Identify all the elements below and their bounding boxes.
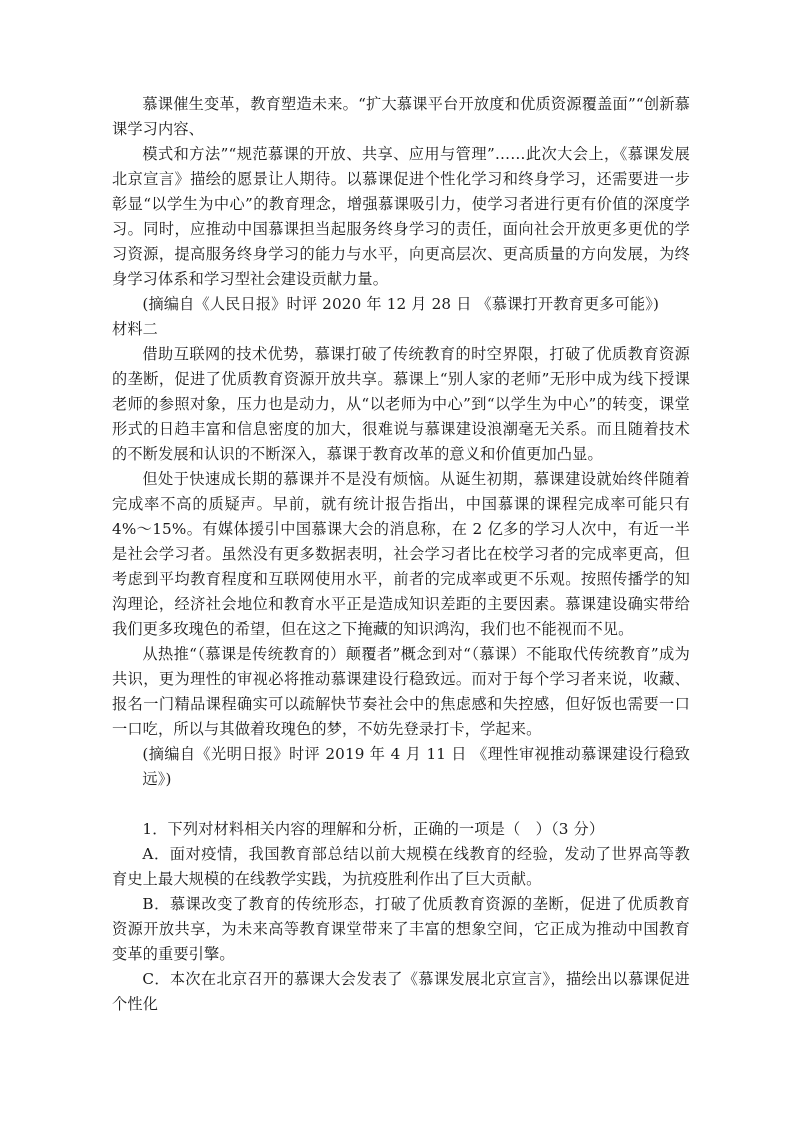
material-one-paragraph-2: 模式和方法”“规范慕课的开放、共享、应用与管理”……此次大会上，《慕课发展北京宣言》描绘的愿景让人期待。以慕课促进个性化学习和终身学习，还需要进一步彰显“以学生为中心”的教育理念，增强慕课吸引力，使学习者进行更有价值的深度学习。同时，应推动中国慕课担当起服务终身学习的责任，面向社会开放更多更优的学习资源，提高服务终身学习的能力与水平，向更高层次、更高质量的方向发展，为终身学习体系和学习型社会建设贡献力量。	[112, 145, 690, 288]
material-two-paragraph-1: 借助互联网的技术优势，慕课打破了传统教育的时空界限，打破了优质教育资源的垄断，促进了优质教育资源开放共享。慕课上“别人家的老师”无形中成为线下授课老师的参照对象，压力也是动力，从“以老师为中心”到“以学生为中心”的转变，课堂形式的日趋丰富和信息密度的加大，很难说与慕课建设浪潮毫无关系。而且随着技术的不断发展和认识的不断深入，慕课于教育改革的意义和价值更加凸显。	[112, 345, 690, 463]
section-spacer	[112, 792, 690, 817]
question-1-option-c: C．本次在北京召开的慕课大会发表了《慕课发展北京宣言》，描绘出以慕课促进个性化	[112, 970, 690, 1013]
material-one-source: (摘编自《人民日报》时评 2020 年 12 月 28 日 《慕课打开教育更多可能》)	[142, 295, 660, 313]
material-two-label: 材料二	[112, 320, 159, 338]
material-two-paragraph-2: 但处于快速成长期的慕课并不是没有烦恼。从诞生初期，慕课建设就始终伴随着完成率不高的质疑声。早前，就有统计报告指出，中国慕课的课程完成率可能只有 4%～15%。有媒体援引中国慕课大会的消息称，在 2 亿多的学习人次中，有近一半是社会学习者。虽然没有更多数据表明，社会学习者比在校学习者的完成率更高，但考虑到平均教育程度和互联网使用水平，前者的完成率或更不乐观。按照传播学的知沟理论，经济社会地位和教育水平正是造成知识差距的主要因素。慕课建设确实带给我们更多玫瑰色的希望，但在这之下掩藏的知识鸿沟，我们也不能视而不见。	[112, 470, 690, 638]
question-1-option-a: A．面对疫情，我国教育部总结以前大规模在线教育的经验，发动了世界高等教育史上最大规模的在线教学实践，为抗疫胜利作出了巨大贡献。	[112, 845, 690, 888]
material-one-line-1: 慕课催生变革，教育塑造未来。“扩大慕课平台开放度和优质资源覆盖面”“创新慕课学习内容、	[112, 95, 690, 138]
material-two-paragraph-3: 从热推“（慕课是传统教育的）颠覆者”概念到对“（慕课）不能取代传统教育”成为共识，更为理性的审视必将推动慕课建设行稳致远。而对于每个学习者来说，收藏、报名一门精品课程确实可以疏解快节奏社会中的焦虑感和失控感，但好饭也需要一口一口吃，所以与其做着玫瑰色的梦，不妨先登录打卡，学起来。	[112, 645, 690, 738]
question-1-option-b: B．慕课改变了教育的传统形态，打破了优质教育资源的垄断，促进了优质教育资源开放共享，为未来高等教育课堂带来了丰富的想象空间，它正成为推动中国教育变革的重要引擎。	[112, 895, 690, 963]
document-page	[112, 92, 690, 1017]
question-1-stem: 1．下列对材料相关内容的理解和分析，正确的一项是（ ）（3 分）	[142, 820, 605, 838]
material-two-source: (摘编自《光明日报》时评 2019 年 4 月 11 日 《理性审视推动慕课建设行稳致远》)	[142, 745, 690, 788]
